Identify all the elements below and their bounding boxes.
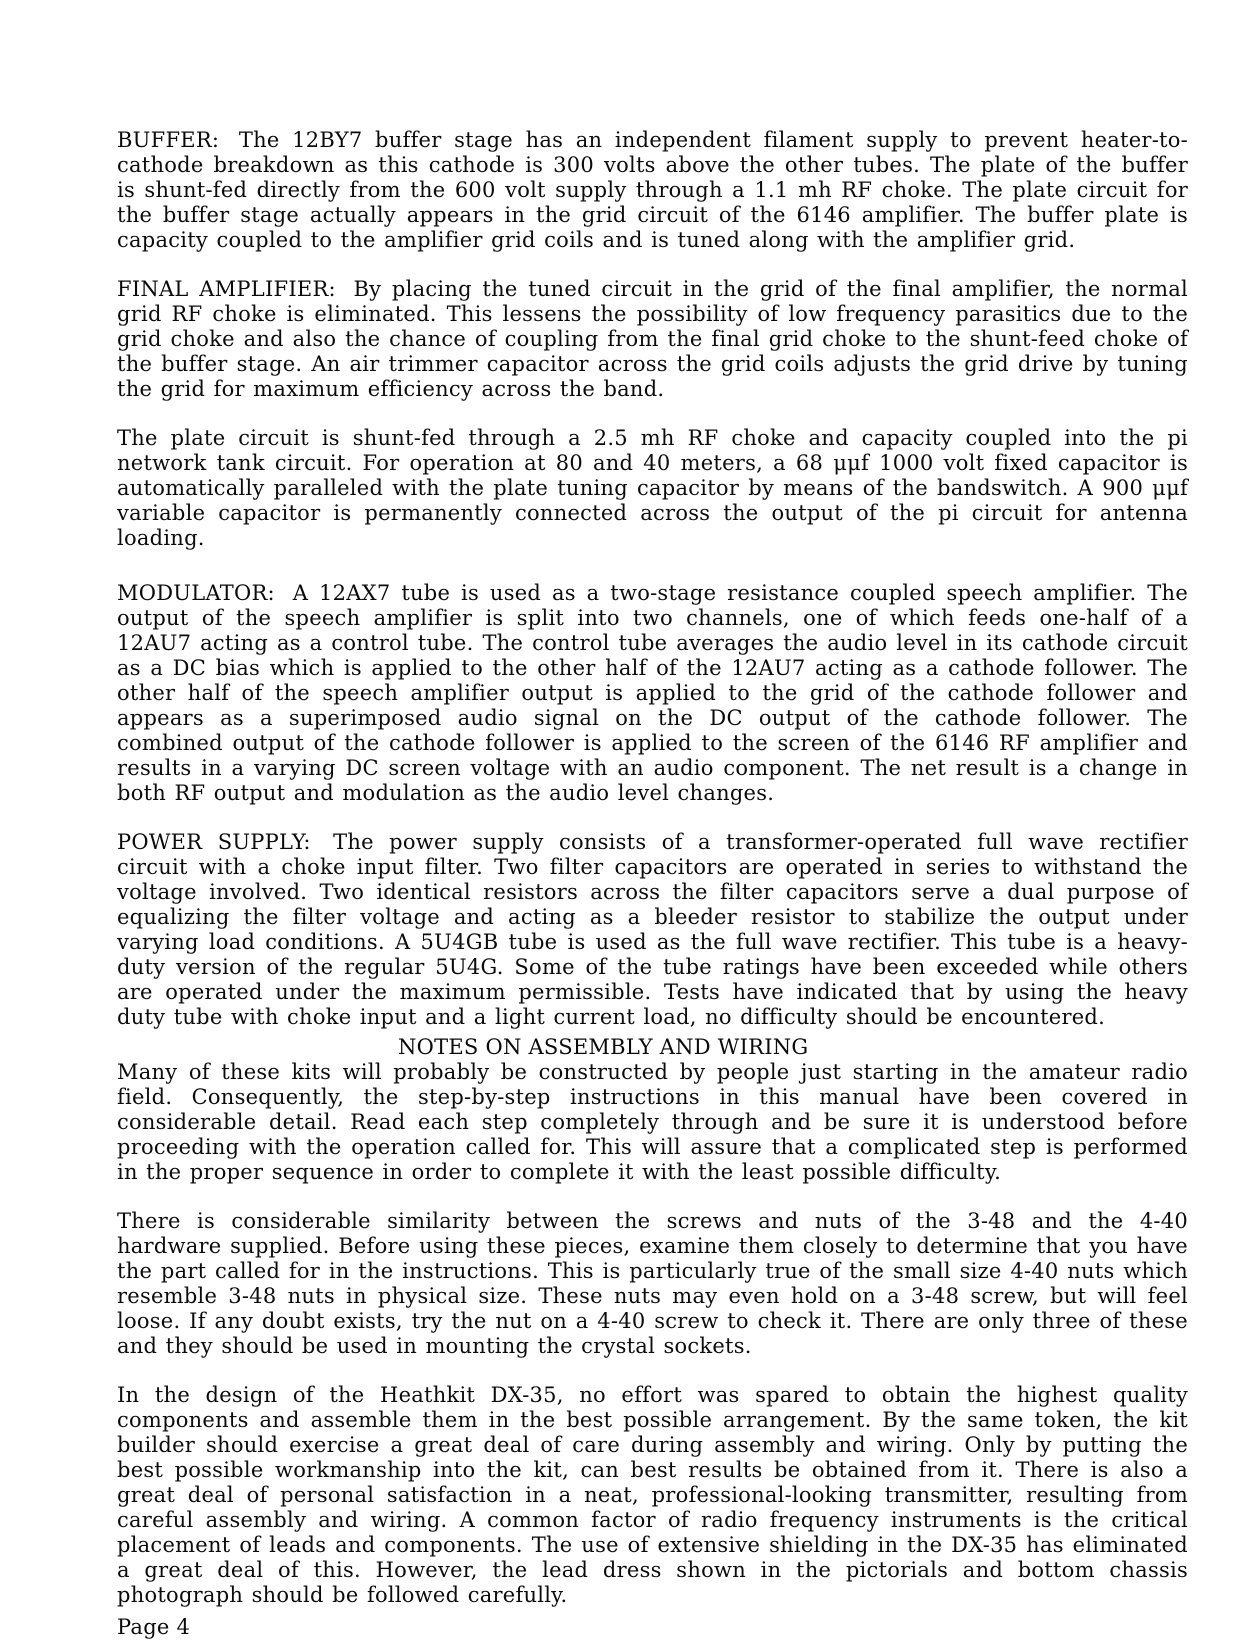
page-number: Page 4	[117, 1615, 191, 1639]
paragraph-final-amplifier-text: By placing the tuned circuit in the grid of the final amplifier, the normal grid RF choke is eliminated. This lessens the possibility of low frequency parasitics due to the grid choke and also the chance of coupling from the final grid choke to the shunt-feed choke of the buffer stage. An air trimmer capacitor across the grid coils adjusts the grid drive by tuning the grid for maximum efficiency across the band.	[117, 277, 1188, 401]
paragraph-modulator	[117, 581, 1188, 806]
paragraph-design-quality	[117, 1383, 1188, 1608]
document-page	[117, 128, 1188, 1640]
paragraph-power-supply-text: The power supply consists of a transformer-operated full wave rectifier circuit with a choke input filter. Two filter capacitors are operated in series to withstand the voltage involved. Two identical resistors across the filter capacitors serve a dual purpose of equalizing the filter voltage and acting as a bleeder resistor to stabilize the output under varying load conditions. A 5U4GB tube is used as the full wave rectifier. This tube is a heavy-duty version of the regular 5U4G. Some of the tube ratings have been exceeded while others are operated under the maximum permissible. Tests have indicated that by using the heavy duty tube with choke input and a light current load, no difficulty should be encountered.	[117, 830, 1188, 1029]
paragraph-buffer	[117, 128, 1188, 253]
section-label-buffer: BUFFER:	[117, 128, 220, 152]
paragraph-power-supply	[117, 830, 1188, 1030]
paragraph-modulator-text: A 12AX7 tube is used as a two-stage resistance coupled speech amplifier. The output of the speech amplifier is split into two channels, one of which feeds one-half of a 12AU7 acting as a control tube. The control tube averages the audio level in its cathode circuit as a DC bias which is applied to the other half of the 12AU7 acting as a cathode follower. The other half of the speech amplifier output is applied to the grid of the cathode follower and appears as a superimposed audio signal on the DC output of the cathode follower. The combined output of the cathode follower is applied to the screen of the 6146 RF amplifier and results in a varying DC screen voltage with an audio component. The net result is a change in both RF output and modulation as the audio level changes.	[117, 581, 1188, 805]
paragraph-plate-circuit	[117, 426, 1188, 551]
section-heading-notes-on-assembly-and-wiring: NOTES ON ASSEMBLY AND WIRING	[398, 1035, 809, 1059]
paragraph-plate-circuit-text: The plate circuit is shunt-fed through a 2.5 mh RF choke and capacity coupled into the pi network tank circuit. For operation at 80 and 40 meters, a 68 μμf 1000 volt fixed capacitor is automatically paralleled with the plate tuning capacitor by means of the bandswitch. A 900 μμf variable capacitor is permanently connected across the output of the pi circuit for antenna loading.	[117, 426, 1188, 550]
paragraph-final-amplifier	[117, 277, 1188, 402]
paragraph-hardware-similarity-text: There is considerable similarity between the screws and nuts of the 3-48 and the 4-40 hardware supplied. Before using these pieces, examine them closely to determine that you have the part called for in the instructions. This is particularly true of the small size 4-40 nuts which resemble 3-48 nuts in physical size. These nuts may even hold on a 3-48 screw, but will feel loose. If any doubt exists, try the nut on a 4-40 screw to check it. There are only three of these and they should be used in mounting the crystal sockets.	[117, 1209, 1188, 1358]
paragraph-notes-intro-text: Many of these kits will probably be constructed by people just starting in the amateur radio field. Consequently, the step-by-step instructions in this manual have been covered in considerable detail. Read each step completely through and be sure it is understood before proceeding with the operation called for. This will assure that a complicated step is performed in the proper sequence in order to complete it with the least possible difficulty.	[117, 1060, 1188, 1184]
paragraph-notes-intro	[117, 1060, 1188, 1185]
section-label-modulator: MODULATOR:	[117, 581, 275, 605]
paragraph-buffer-text: The 12BY7 buffer stage has an independent filament supply to prevent heater-to-cathode breakdown as this cathode is 300 volts above the other tubes. The plate of the buffer is shunt-fed directly from the 600 volt supply through a 1.1 mh RF choke. The plate circuit for the buffer stage actually appears in the grid circuit of the 6146 amplifier. The buffer plate is capacity coupled to the amplifier grid coils and is tuned along with the amplifier grid.	[117, 128, 1188, 252]
section-label-power-supply: POWER SUPPLY:	[117, 830, 311, 854]
paragraph-design-quality-text: In the design of the Heathkit DX-35, no effort was spared to obtain the highest quality components and assemble them in the best possible arrangement. By the same token, the kit builder should exercise a great deal of care during assembly and wiring. Only by putting the best possible workmanship into the kit, can best results be obtained from it. There is also a great deal of personal satisfaction in a neat, professional-looking transmitter, resulting from careful assembly and wiring. A common factor of radio frequency instruments is the critical placement of leads and components. The use of extensive shielding in the DX-35 has eliminated a great deal of this. However, the lead dress shown in the pictorials and bottom chassis photograph should be followed carefully.	[117, 1383, 1188, 1607]
section-label-final-amplifier: FINAL AMPLIFIER:	[117, 277, 336, 301]
paragraph-hardware-similarity	[117, 1209, 1188, 1359]
